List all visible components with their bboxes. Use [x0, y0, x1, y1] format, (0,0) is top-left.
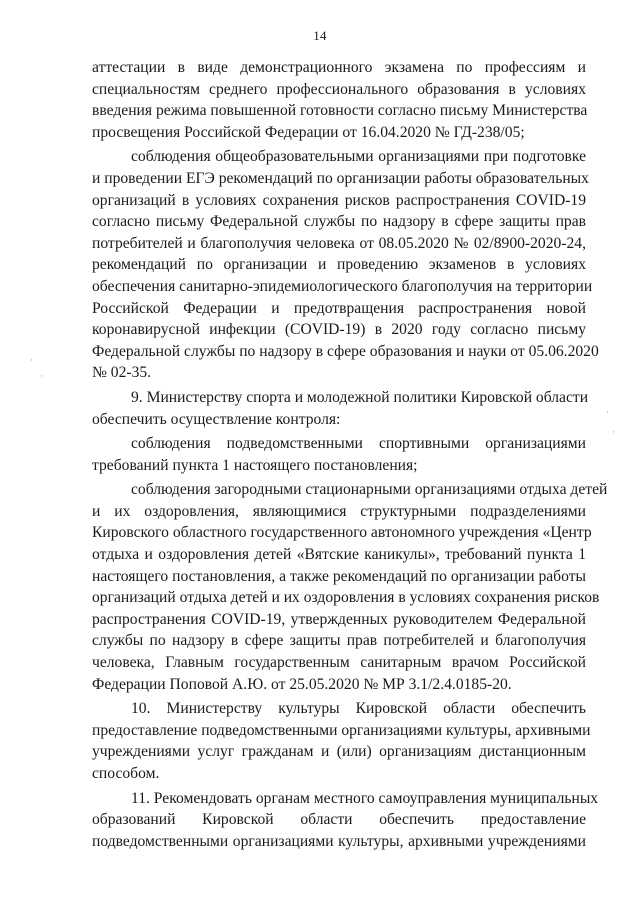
text-line: обеспечения санитарно-эпидемиологического благополучия на территории [92, 277, 593, 295]
text-line: учреждениями услуг гражданам и (или) организациям дистанционным [92, 743, 586, 761]
text-line: распространения COVID-19, утвержденных руководителем Федеральной [92, 610, 586, 628]
paragraph-p6 [92, 698, 591, 784]
text-line: человека, Главным государственным санитарным врачом Российской [92, 654, 586, 672]
text-line: отдыха и оздоровления детей «Вятские каникулы», требований пункта 1 [92, 546, 586, 564]
text-line: соблюдения загородными стационарными организациями отдыха детей [131, 481, 608, 499]
paragraph-p2 [92, 146, 599, 384]
scan-speck-left-2: · [40, 372, 43, 382]
text-line: организаций в условиях сохранения рисков распространения COVID-19 [92, 191, 586, 209]
paragraph-p1 [92, 57, 586, 143]
text-line: Федеральной службы по надзору в сфере образования и науки от 05.06.2020 [92, 342, 599, 360]
text-line: введения режима повышенной готовности согласно письму Министерства [92, 102, 588, 120]
text-line: организаций отдыха детей и их оздоровления в условиях сохранения рисков [92, 589, 600, 607]
paragraph-p4 [92, 433, 586, 476]
text-line: коронавирусной инфекции (COVID-19) в 2020 году согласно письму [92, 321, 586, 339]
text-line: согласно письму Федеральной службы по надзору в сфере защиты прав [92, 213, 586, 231]
document-body [92, 57, 608, 852]
text-line: 9. Министерству спорта и молодежной политики Кировской области [131, 388, 589, 406]
text-line: 11. Рекомендовать органам местного самоуправления муниципальных [131, 789, 599, 807]
text-line: Кировского областного государственного автономного учреждения «Центр [92, 524, 592, 542]
text-line: специальностям среднего профессионального образования в условиях [92, 80, 586, 98]
text-line: аттестации в виде демонстрационного экзамена по профессиям и [92, 59, 586, 76]
text-line: просвещения Российской Федерации от 16.04.2020 № ГД-238/05; [92, 123, 525, 141]
text-line: способом. [92, 765, 160, 782]
text-line: соблюдения подведомственными спортивными организациями [131, 435, 586, 453]
scan-speck-right: · [606, 408, 609, 418]
paragraph-p3 [92, 387, 589, 430]
scan-speck-left: · [30, 356, 33, 366]
text-line: настоящего постановления, а также рекомендаций по организации работы [92, 567, 586, 585]
text-line: рекомендаций по организации и проведению экзаменов в условиях [92, 256, 586, 274]
text-line: потребителей и благополучия человека от 08.05.2020 № 02/8900-2020-24, [92, 234, 586, 252]
text-line: Российской Федерации и предотвращения распространения новой [92, 299, 586, 317]
text-line: соблюдения общеобразовательными организациями при подготовке [131, 148, 586, 166]
text-line: Федерации Поповой А.Ю. от 25.05.2020 № МР 3.1/2.4.0185-20. [92, 675, 512, 693]
text-line: и проведении ЕГЭ рекомендаций по организации работы образовательных [92, 169, 589, 187]
page-number: 14 [313, 28, 327, 43]
text-line: и их оздоровления, являющимися структурными подразделениями [92, 502, 586, 520]
scan-speck-right-2: · [612, 428, 615, 438]
text-line: обеспечить осуществление контроля: [92, 410, 341, 428]
text-line: подведомственными организациями культуры, архивными учреждениями [92, 832, 586, 850]
text-line: № 02-35. [92, 364, 152, 382]
text-line: 10. Министерству культуры Кировской области обеспечить [131, 700, 586, 718]
text-line: службы по надзору в сфере защиты прав потребителей и благополучия [92, 632, 586, 650]
text-line: требований пункта 1 настоящего постановления; [92, 456, 418, 474]
text-line: образований Кировской области обеспечить предоставление [92, 811, 586, 829]
text-line: предоставление подведомственными организациями культуры, архивными [92, 721, 591, 739]
paragraph-p7 [92, 788, 599, 853]
paragraph-p5 [92, 479, 608, 695]
